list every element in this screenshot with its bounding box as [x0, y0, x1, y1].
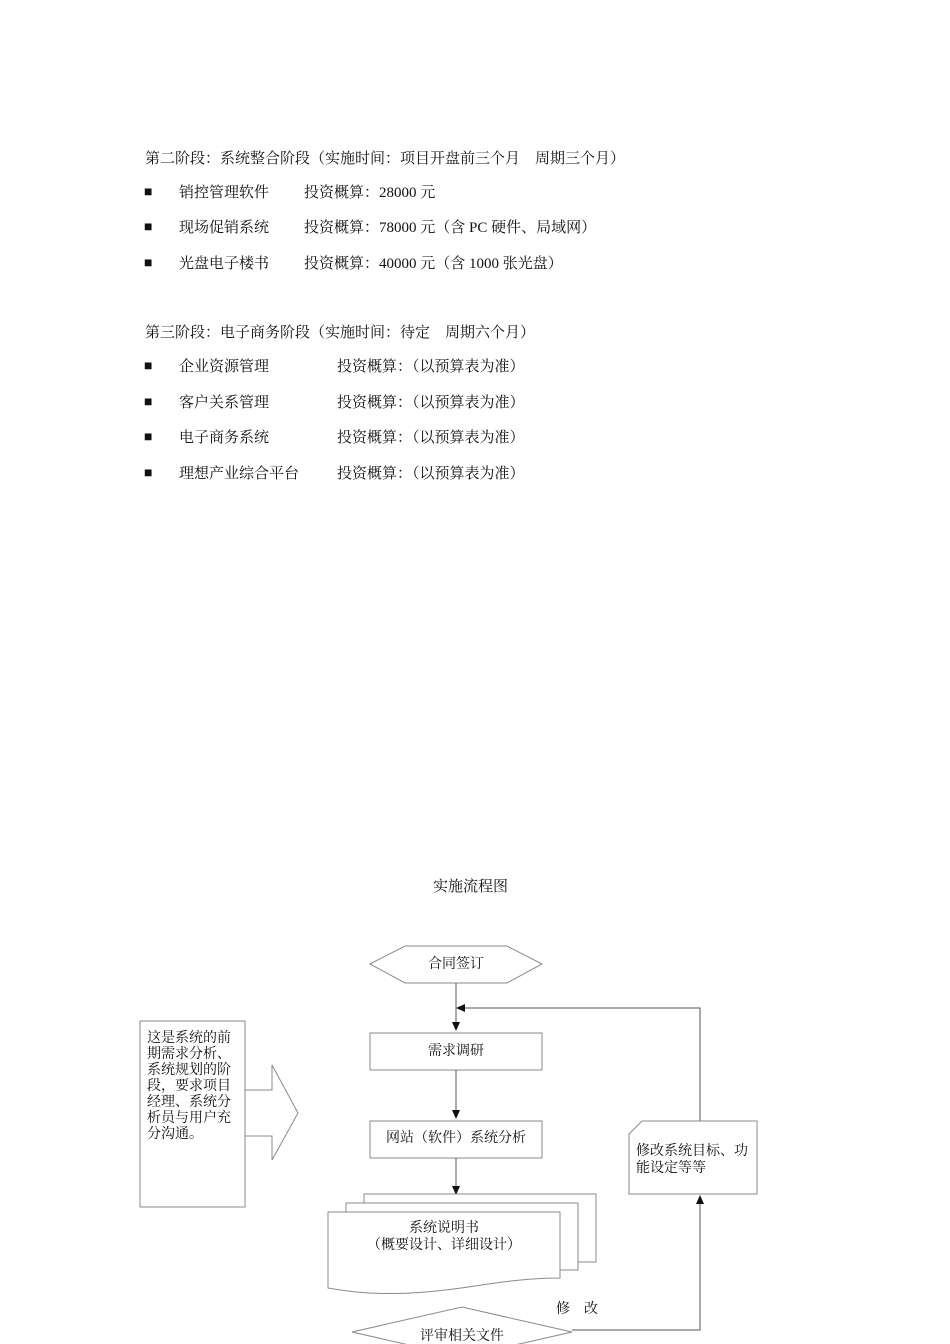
analysis-label: 网站（软件）系统分析 — [386, 1131, 526, 1146]
phase3-item-budget: 投资概算：（以预算表为准） — [337, 359, 525, 375]
phase3-item-budget: 投资概算：（以预算表为准） — [337, 430, 525, 446]
note-line: 期需求分析、 — [147, 1047, 231, 1062]
phase2-heading: 第二阶段：系统整合阶段（实施时间：项目开盘前三个月 周期三个月） — [145, 151, 626, 167]
note-line: 段，要求项目 — [147, 1079, 231, 1094]
note-line: 系统规划的阶 — [147, 1063, 231, 1078]
arrowhead — [452, 1110, 460, 1119]
bullet-icon: ■ — [144, 395, 153, 410]
modify-box-line2: 能设定等等 — [636, 1161, 706, 1176]
phase2-item-name: 现场促销系统 — [179, 220, 270, 236]
note-line: 经理、系统分 — [147, 1095, 231, 1110]
phase2-item-name: 销控管理软件 — [179, 185, 270, 201]
note-arrow-icon — [245, 1065, 298, 1160]
phase2-item-name: 光盘电子楼书 — [179, 256, 270, 272]
phase3-item-name: 客户关系管理 — [179, 395, 270, 411]
bullet-icon: ■ — [144, 220, 153, 235]
bullet-icon: ■ — [144, 359, 153, 374]
arrowhead — [452, 1022, 460, 1031]
phase2-item-budget: 投资概算：40000 元（含 1000 张光盘） — [304, 256, 563, 272]
bullet-icon: ■ — [144, 185, 153, 200]
flowchart-title: 实施流程图 — [433, 879, 509, 895]
phase3-item-name: 企业资源管理 — [179, 359, 270, 375]
bullet-icon: ■ — [144, 256, 153, 271]
phase2-item-budget: 投资概算：78000 元（含 PC 硬件、局域网） — [304, 220, 597, 236]
note-line: 分沟通。 — [147, 1127, 203, 1142]
note-line: 析员与用户充 — [147, 1111, 231, 1126]
phase3-heading: 第三阶段：电子商务阶段（实施时间：待定 周期六个月） — [145, 325, 536, 341]
modify-label: 修 改 — [556, 1302, 598, 1317]
phase3-item-name: 理想产业综合平台 — [179, 466, 300, 482]
spec-label-line2: （概要设计、详细设计） — [367, 1238, 521, 1253]
arrowhead — [696, 1195, 704, 1204]
phase2-item-budget: 投资概算：28000 元 — [304, 185, 436, 201]
research-label: 需求调研 — [428, 1044, 484, 1059]
arrowhead — [456, 1004, 465, 1012]
phase3-item-budget: 投资概算：（以预算表为准） — [337, 395, 525, 411]
bullet-icon: ■ — [144, 466, 153, 481]
phase3-item-budget: 投资概算：（以预算表为准） — [337, 466, 525, 482]
spec-label-line1: 系统说明书 — [409, 1221, 479, 1236]
contract-label: 合同签订 — [428, 957, 484, 972]
note-line: 这是系统的前 — [147, 1031, 231, 1046]
review-label: 评审相关文件 — [420, 1329, 504, 1344]
modify-box-line1: 修改系统目标、功 — [636, 1144, 748, 1159]
bullet-icon: ■ — [144, 430, 153, 445]
phase3-item-name: 电子商务系统 — [179, 430, 270, 446]
